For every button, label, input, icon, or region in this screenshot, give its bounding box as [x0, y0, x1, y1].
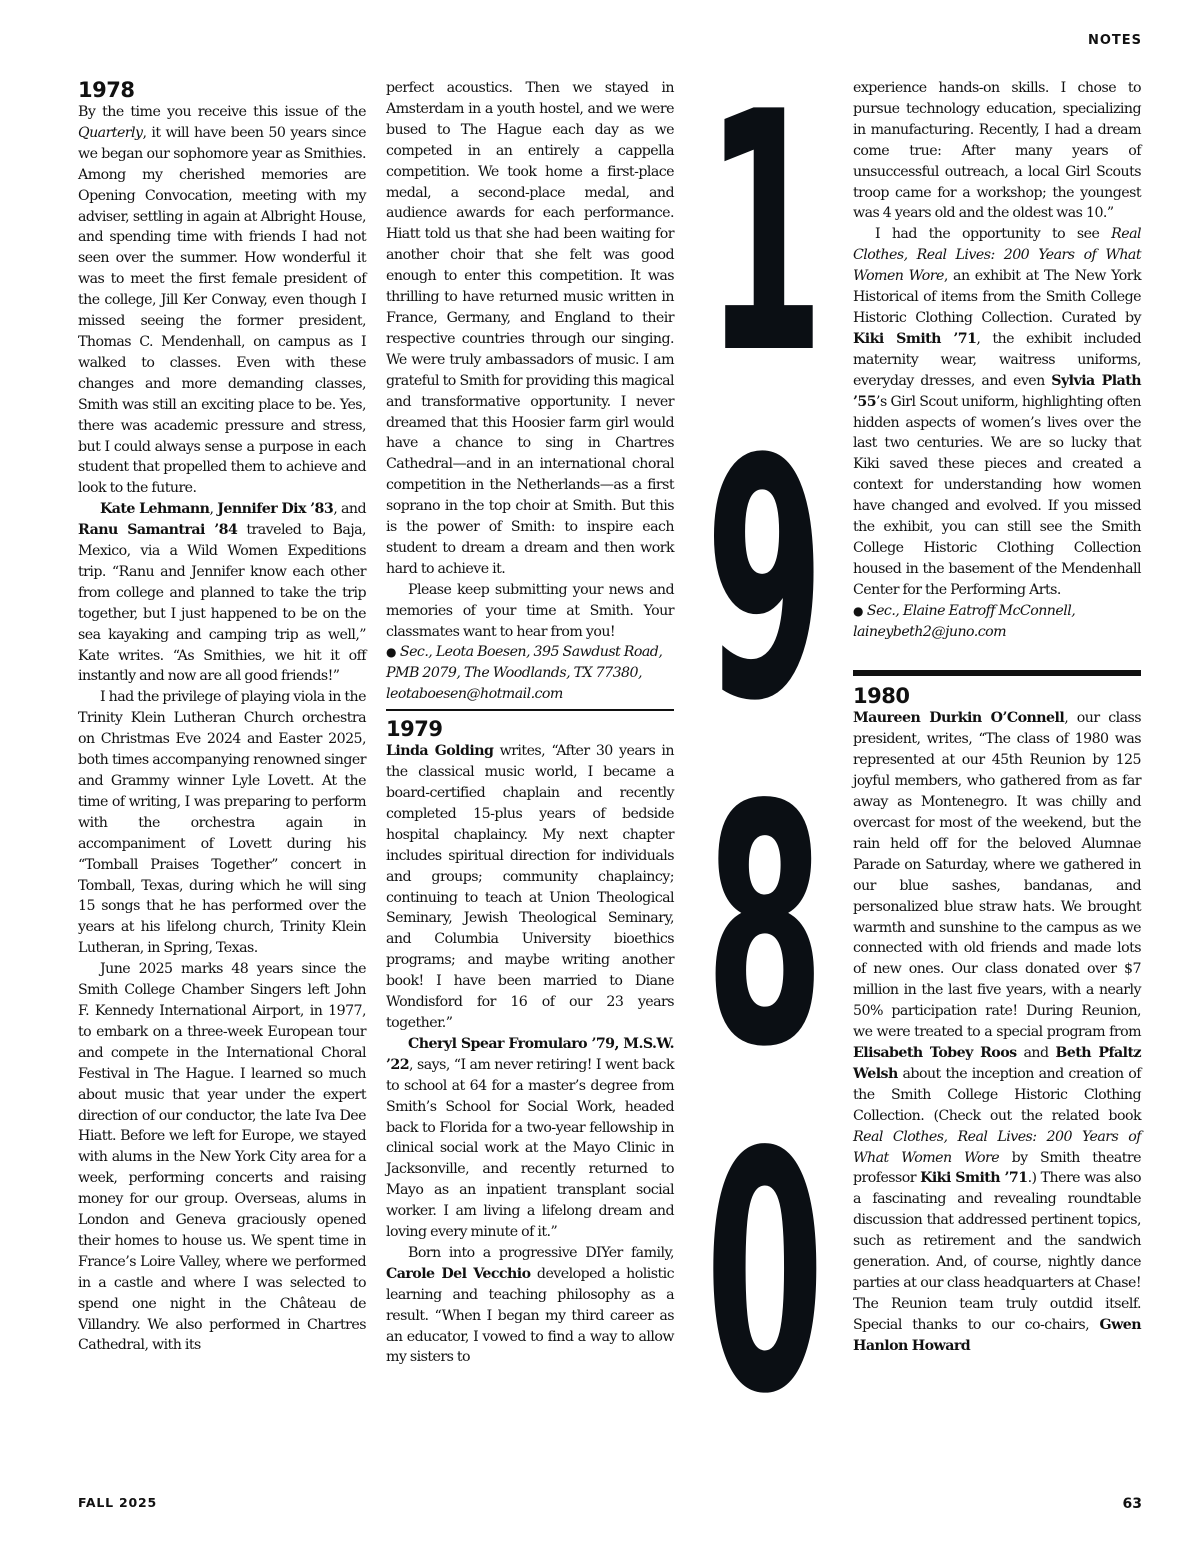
year-heading-1980: 1980 [853, 684, 910, 709]
paragraph-split: June 2025 marks 48 years since the Smith College Chamber Singers left John F. Kennedy International Airport, in 1977, to embark on a three-week European tour and compete in the International Choral Festival in The Hague. I learned so much about music that year under the expert direction of our conductor, the late Iva Dee Hiatt. Before we left for Europe, we stayed with alums in the New York City area for a week, performing concerts and raising money for our group. Overseas, alums in London and Geneva graciously opened their homes to house us. We spent time in France’s Loire Valley, where we performed in a castle and where I was selected to spend one night in the Château de Villandry. We also performed in Chartres Cathedral, with its [78, 961, 366, 1354]
column-1 [78, 78, 366, 1356]
giant-digit: 0 [705, 1081, 825, 1466]
section-divider-thick [853, 670, 1141, 676]
section-label: NOTES [1087, 33, 1142, 48]
column-2 [386, 78, 674, 1368]
issue-label: FALL 2025 [78, 1495, 158, 1510]
paragraph: By the time you receive this issue of the Quarterly, it will have been 50 years since we began our sophomore year as Smithies. Among my cherished memories are Opening Convocation, meeting with my adviser, settling in again at Albright House, and spending time with friends I had not seen over the summer. How wonderful it was to meet the first female president of the college, Jill Ker Conway, even though I missed seeing the former president, Thomas C. Mendenhall, on campus as I walked to classes. Even with these changes and more demanding classes, Smith was still an exciting place to be. Yes, there was academic pressure and stress, but I could always sense a purpose in each student that propelled them to achieve and look to the future. [78, 104, 366, 497]
paragraph-continued: experience hands-on skills. I chose to pursue technology education, specializing in manufacturing. Recently, I had a dream come true: After many years of unsuccessful outreach, a local Girl Scouts troop came for a workshop; the youngest was 4 years old and the oldest was 10.” [853, 80, 1141, 222]
page-number: 63 [1122, 1496, 1142, 1512]
paragraph: I had the opportunity to see Real Clothes, Real Lives: 200 Years of What Women Wore, an exhibit at The New York Historical of items from the Smith College Historic Clothing Collection. Curated by Kiki Smith ’71, the exhibit included maternity wear, waitress uniforms, everyday dresses, and even Sylvia Plath ’55’s Girl Scout uniform, highlighting often hidden aspects of women’s lives over the last two centuries. We are so lucky that Kiki saved these pieces and created a context for understanding how women have changed and evolved. If you missed the exhibit, you can still see the Smith College Historic Clothing Collection housed in the basement of the Mendenhall Center for the Performing Arts. [853, 226, 1141, 598]
section-divider [386, 709, 674, 711]
paragraph-split: Born into a progressive DIYer family, Carole Del Vecchio developed a holistic learning and teaching philosophy as a result. “When I began my third career as an educator, I vowed to find a way to allow my sisters to [386, 1244, 674, 1366]
column-3 [853, 78, 1141, 1357]
giant-digit: 8 [705, 735, 825, 1120]
paragraph: Kate Lehmann, Jennifer Dix ’83, and Ranu Samantrai ’84 traveled to Baja, Mexico, via a Wild Women Expeditions trip. “Ranu and Jennifer know each other from college and planned to take the trip together, but I just happened to be on the sea kayaking and camping trip as well,” Kate writes. “As Smithies, we hit it off instantly and now are all good friends!” [78, 501, 367, 685]
year-heading-1979: 1979 [386, 717, 443, 742]
giant-year-1980 [700, 42, 830, 1466]
giant-digit: 9 [705, 388, 825, 773]
bullet-icon: ● [386, 645, 396, 660]
giant-digit: 1 [705, 42, 825, 426]
bullet-icon: ● [853, 603, 863, 618]
year-heading-1978: 1978 [78, 78, 135, 102]
paragraph: Please keep submitting your news and memories of your time at Smith. Your classmates want to hear from you! [386, 581, 674, 640]
paragraph: Linda Golding writes, “After 30 years in the classical music world, I became a board-certified chaplain and recently completed 15-plus years of bedside hospital chaplaincy. My next chapter includes spiritual direction for individuals and groups; community chaplaincy; continuing to teach at Union Theological Seminary, Jewish Theological Seminary, and Columbia University bioethics programs; and maybe writing another book! I have been married to Diane Wondisford for 16 of our 23 years together.” [386, 743, 674, 1031]
paragraph-continued: perfect acoustics. Then we stayed in Amsterdam in a youth hostel, and we were bused to The Hague each day as we competed in an entirely a cappella competition. We took home a first-place medal, a second-place medal, and audience awards for each performance. Hiatt told us that she had been waiting for another choir that she felt was good enough to enter this competition. It was thrilling to have returned music written in France, Germany, and England to their respective countries through our singing. We were truly ambassadors of music. I am grateful to Smith for providing this magical and transformative opportunity. I never dreamed that this Hoosier farm girl would have a chance to sing in Chartres Cathedral—and in an international choral competition in the Netherlands—as a first soprano in the top choir at Smith. But this is the power of Smith: to inspire each student to dream a dream and then work hard to achieve it. [386, 80, 674, 577]
paragraph: Maureen Durkin O’Connell, our class president, writes, “The class of 1980 was represented at our 45th Reunion by 125 joyful members, who gathered from as far away as Montenegro. It was chilly and overcast for most of the weekend, but the rain held off for the beloved Alumnae Parade on Saturday, where we gathered in our blue sashes, bandanas, and personalized blue straw hats. We brought warmth and sunshine to the campus as we connected with old friends and made lots of new ones. Our class donated over $7 million in the last five years, with a nearly 50% participation rate! During Reunion, we were treated to a special program from Elisabeth Tobey Roos and Beth Pfaltz Welsh about the inception and creation of the Smith College Historic Clothing Collection. (Check out the related book Real Clothes, Real Lives: 200 Years of What Women Wore by Smith theatre professor Kiki Smith ’71.) There was also a fascinating and revealing roundtable discussion that addressed pertinent topics, such as retirement and the sandwich generation. And, of course, nightly dance parties at our class headquarters at Chase! The Reunion team truly outdid itself. Special thanks to our co-chairs, Gwen Hanlon Howard [853, 710, 1142, 1354]
secretary-contact-1978: ● Sec., Leota Boesen, 395 Sawdust Road, PMB 2079, The Woodlands, TX 77380, leotaboesen@hotmail.com [386, 644, 663, 703]
paragraph: I had the privilege of playing viola in the Trinity Klein Lutheran Church orchestra on Christmas Eve 2024 and Easter 2025, both times accompanying renowned singer and Grammy winner Lyle Lovett. At the time of writing, I was preparing to perform with the orchestra again in accompaniment of Lovett during his “Tomball Praises Together” concert in Tomball, Texas, during which he will sing 15 songs that he has performed over the years at his lifelong church, Trinity Klein Lutheran, in Spring, Texas. [78, 689, 366, 957]
secretary-contact-1979: ● Sec., Elaine Eatroff McConnell, laineybeth2@juno.com [853, 602, 1076, 640]
paragraph: Cheryl Spear Fromularo ’79, M.S.W. ’22, says, “I am never retiring! I went back to school at 64 for a master’s degree from Smith’s School for Social Work, headed back to Florida for a two-year fellowship in clinical social work at the Mayo Clinic in Jacksonville, and recently returned to Mayo as an inpatient transplant social worker. I am living a lifelong dream and loving every minute of it.” [386, 1035, 674, 1241]
